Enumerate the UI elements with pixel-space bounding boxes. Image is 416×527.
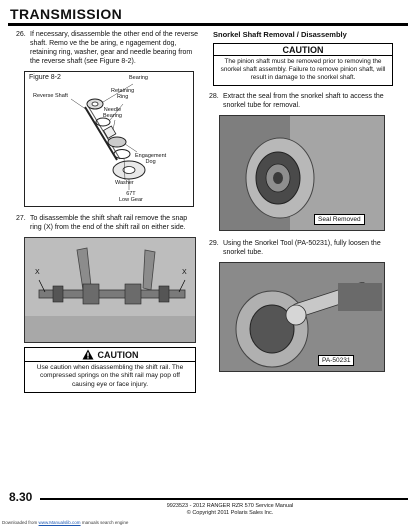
page-number: 8.30 [9,490,33,504]
figure-label: Figure 8-2 [29,74,61,81]
snap-ring-marker-left: X [35,269,40,276]
caution-text: The pinion shaft must be removed prior to removing the snorkel shaft assembly. Failure to remove pinion shaft, will result in damage to the snorkel shaft. [220,58,386,81]
download-prefix: Downloaded from [2,520,38,525]
callout-retaining-ring: Retaining Ring [111,88,135,100]
caution-header [25,348,195,362]
shift-rail-illustration [25,238,196,343]
step-28 [209,92,399,110]
step-29-text: Using the Snorkel Tool (PA-50231), fully loosen the snorkel tube. [223,240,381,256]
caution-text: Use caution when disassembling the shift rail. The compressed springs on the shift rail may pop off causing eye or face injury. [36,364,184,388]
callout-engagement-dog: Engagement Dog [135,153,167,165]
step-29-number: 29. [209,240,219,247]
left-column [16,30,200,393]
seal-removed-label: Seal Removed [314,214,365,225]
step-27-number: 27. [16,215,26,222]
snorkel-section-title: Snorkel Shaft Removal / Disassembly [213,30,347,39]
callout-washer: Washer [115,180,134,186]
caution-header [214,44,392,56]
right-column [209,30,399,372]
snorkel-tool-photo [219,262,385,372]
step-26-number: 26. [16,31,26,38]
pinion-shaft-caution [213,43,393,86]
callout-bearing: Bearing [129,75,148,81]
header-rule [8,23,408,26]
download-suffix: manuals search engine [81,520,129,525]
step-28-number: 28. [209,93,219,100]
snap-ring-marker-right: X [182,269,187,276]
tool-part-label: PA-50231 [318,355,354,366]
caution-title: CAUTION [97,349,139,360]
callout-low-gear: 67T Low Gear [119,191,143,203]
step-26-text: If necessary, disassemble the other end of the reverse shaft. Remo ve the be aring, e ngagement dog, retaining ring, washer, gear and needle bearing from the reverse shaft (see Figure 8-2). [30,31,198,65]
step-26 [16,30,200,66]
step-29 [209,239,399,257]
footer-copyright: © Copyright 2011 Polaris Sales Inc. [186,510,274,516]
seal-removed-photo [219,115,385,231]
section-header-title: TRANSMISSION [10,6,123,22]
download-note [2,520,128,525]
footer-rule [40,498,408,500]
step-28-text: Extract the seal from the snorkel shaft to access the snorkel tube for removal. [223,93,384,109]
snorkel-tool-illustration [220,263,385,372]
figure-8-2 [24,71,194,207]
step-27-text: To disassemble the shift shaft rail remove the snap ring (X) from the end of the shift rail on either side. [30,215,188,231]
callout-reverse-shaft: Reverse Shaft [33,93,68,99]
footer-manual-title: 9923523 - 2012 RANGER RZR 570 Service Manual [166,503,294,509]
callout-needle-bearing: Needle Bearing [103,107,122,119]
warning-triangle-icon [82,349,94,360]
step-27 [16,214,200,232]
manualslib-link[interactable]: www.Manualslib.com [38,520,81,525]
shift-rail-photo [24,237,196,343]
caution-title: CAUTION [282,44,324,55]
shift-rail-caution [24,347,196,393]
